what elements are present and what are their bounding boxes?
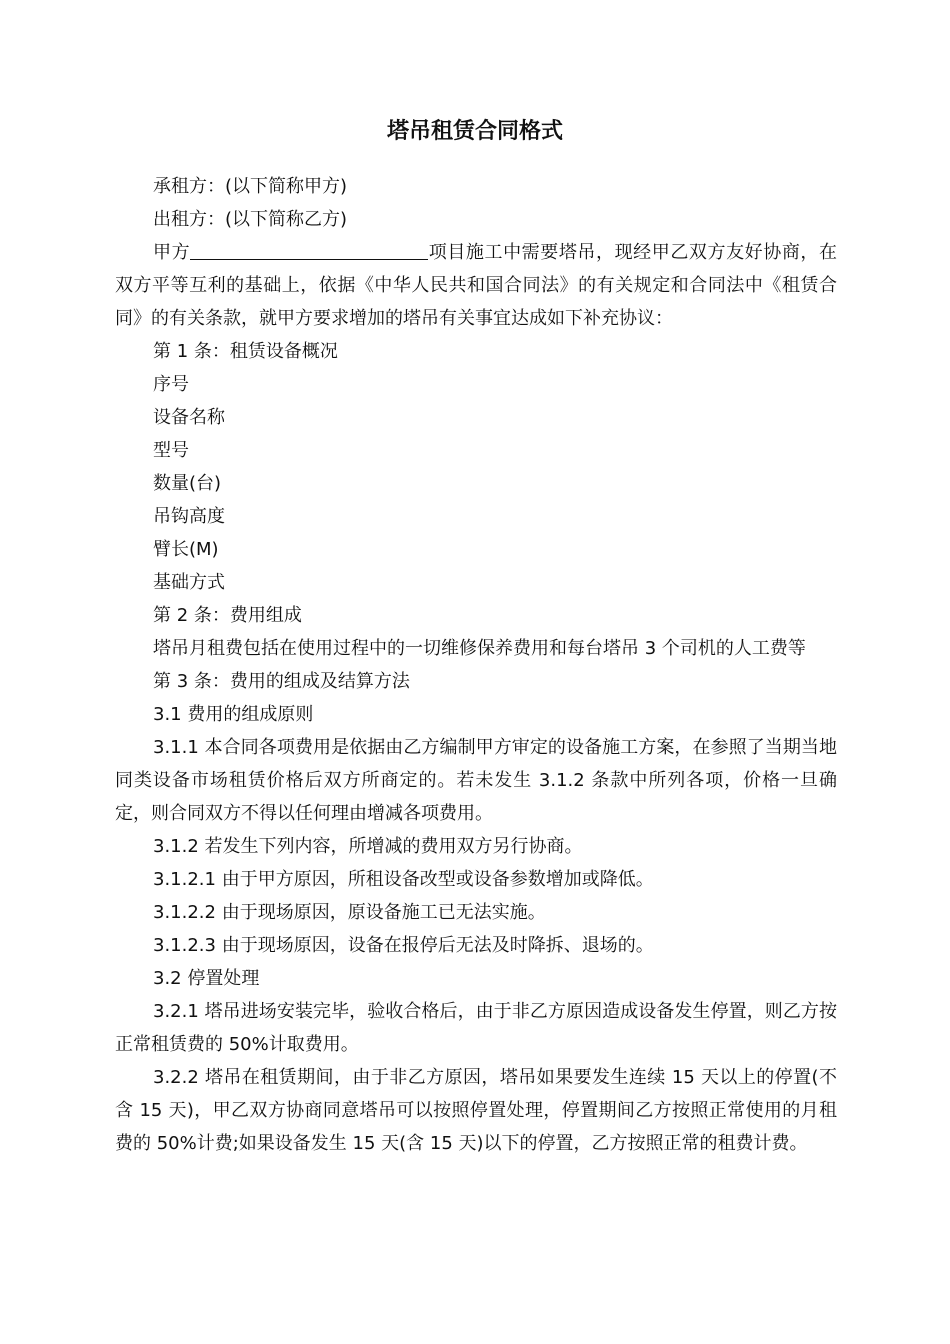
equipment-field-name: 设备名称 [153,407,225,428]
article-2-heading: 第 2 条：费用组成 [153,605,302,626]
equipment-field-serial: 序号 [153,374,189,395]
section-3-1-2-3: 3.1.2.3 由于现场原因，设备在报停后无法及时降拆、退场的。 [153,935,654,956]
equipment-field-model: 型号 [153,440,189,461]
preamble-text: 项目施工中需要塔吊，现经甲乙双方友好协商，在双方平等互利的基础上，依据《中华人民共和国合同法》的有关规定和合同法中《租赁合同》的有关条款，就甲方要求增加的塔吊有关事宜达成如下补充协议： [115,242,838,329]
section-3-1: 3.1 费用的组成原则 [153,704,314,725]
paragraph-preamble [115,236,837,335]
section-3-2-2: 3.2.2 塔吊在租赁期间，由于非乙方原因，塔吊如果要发生连续 15 天以上的停置(不含 15 天)，甲乙双方协商同意塔吊可以按照停置处理，停置期间乙方按照正常使用的月租费的 50%计费;如果设备发生 15 天(含 15 天)以下的停置，乙方按照正常的租费计费。 [115,1067,837,1154]
equipment-field-boom-length: 臂长(M) [153,539,219,560]
section-3-1-2-1: 3.1.2.1 由于甲方原因，所租设备改型或设备参数增加或降低。 [153,869,654,890]
article-1-heading: 第 1 条：租赁设备概况 [153,341,338,362]
section-3-2-1: 3.2.1 塔吊进场安装完毕，验收合格后，由于非乙方原因造成设备发生停置，则乙方按正常租赁费的 50%计取费用。 [115,1001,837,1055]
document-title: 塔吊租赁合同格式 [386,119,563,144]
paragraph-lessor: 出租方：(以下简称乙方) [153,209,348,230]
equipment-field-quantity: 数量(台) [153,473,222,494]
article-3-heading: 第 3 条：费用的组成及结算方法 [153,671,410,692]
section-3-2: 3.2 停置处理 [153,968,260,989]
preamble-prefix: 甲方 [153,242,191,263]
paragraph-lessee: 承租方：(以下简称甲方) [153,176,348,197]
document-body [115,170,837,1160]
article-2-text: 塔吊月租费包括在使用过程中的一切维修保养费用和每台塔吊 3 个司机的人工费等 [153,638,806,659]
section-3-1-2: 3.1.2 若发生下列内容，所增减的费用双方另行协商。 [153,836,583,857]
project-name-blank [190,239,428,260]
section-3-1-2-2: 3.1.2.2 由于现场原因，原设备施工已无法实施。 [153,902,546,923]
section-3-1-1: 3.1.1 本合同各项费用是依据由乙方编制甲方审定的设备施工方案，在参照了当期当地同类设备市场租赁价格后双方所商定的。若未发生 3.1.2 条款中所列各项，价格一旦确定，则合同双方不得以任何理由增减各项费用。 [115,737,837,824]
equipment-field-foundation: 基础方式 [153,572,225,593]
equipment-field-hook-height: 吊钩高度 [153,506,225,527]
